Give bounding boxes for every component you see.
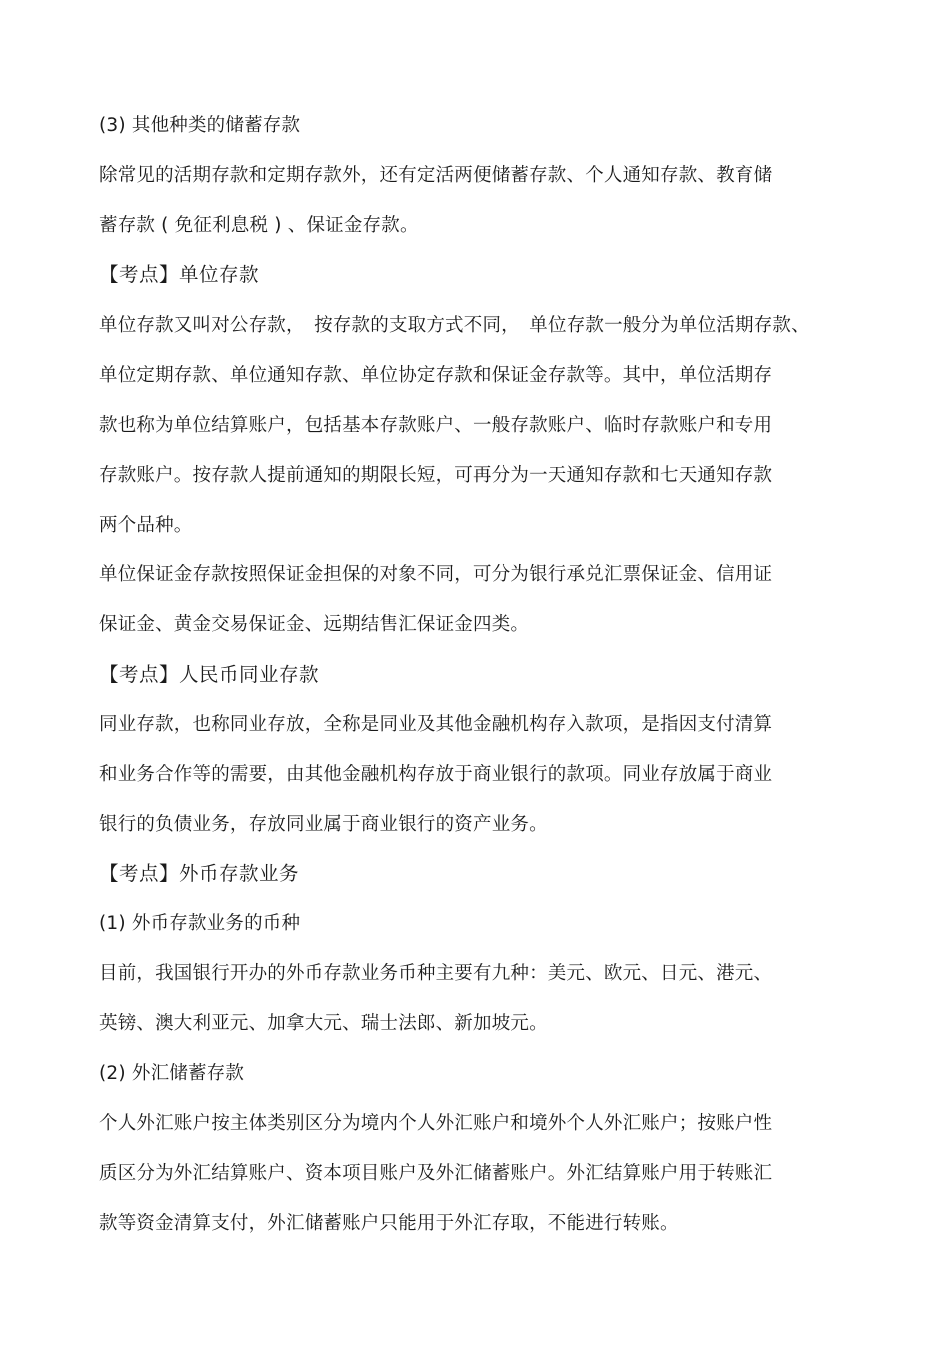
- subheading-fx-savings: (2) 外汇储蓄存款: [99, 1063, 245, 1084]
- paragraph-line: 英镑、澳大利亚元、加拿大元、瑞士法郎、新加坡元。: [99, 1013, 548, 1034]
- paragraph-line: 单位定期存款、单位通知存款、单位协定存款和保证金存款等。其中，单位活期存: [99, 365, 773, 386]
- paragraph-line: 蓄存款 ( 免征利息税 ) 、保证金存款。: [99, 215, 419, 236]
- paragraph-line: 质区分为外汇结算账户、资本项目账户及外汇储蓄账户。外汇结算账户用于转账汇: [99, 1163, 773, 1184]
- subheading-currencies: (1) 外币存款业务的币种: [99, 913, 301, 934]
- paragraph-line: 和业务合作等的需要，由其他金融机构存放于商业银行的款项。同业存放属于商业: [99, 764, 773, 785]
- subheading-other-savings: (3) 其他种类的储蓄存款: [99, 115, 301, 136]
- paragraph-line: 目前，我国银行开办的外币存款业务币种主要有九种：美元、欧元、日元、港元、: [99, 963, 773, 984]
- paragraph-line: 除常见的活期存款和定期存款外，还有定活两便储蓄存款、个人通知存款、教育储: [99, 165, 773, 186]
- heading-interbank-deposits: 【考点】人民币同业存款: [99, 663, 320, 686]
- paragraph-line: 两个品种。: [99, 515, 193, 536]
- paragraph-line: 款等资金清算支付，外汇储蓄账户只能用于外汇存取，不能进行转账。: [99, 1213, 679, 1234]
- paragraph-line: 银行的负债业务，存放同业属于商业银行的资产业务。: [99, 814, 548, 835]
- paragraph-line: 同业存款，也称同业存放，全称是同业及其他金融机构存入款项，是指因支付清算: [99, 714, 773, 735]
- paragraph-line: 存款账户。按存款人提前通知的期限长短，可再分为一天通知存款和七天通知存款: [99, 465, 773, 486]
- paragraph-line: 单位保证金存款按照保证金担保的对象不同，可分为银行承兑汇票保证金、信用证: [99, 564, 773, 585]
- paragraph-line: 个人外汇账户按主体类别区分为境内个人外汇账户和境外个人外汇账户；按账户性: [99, 1113, 773, 1134]
- heading-unit-deposits: 【考点】单位存款: [99, 263, 260, 286]
- heading-foreign-currency-deposits: 【考点】外币存款业务: [99, 862, 300, 885]
- paragraph-line: 单位存款又叫对公存款， 按存款的支取方式不同， 单位存款一般分为单位活期存款、: [99, 315, 810, 336]
- paragraph-line: 款也称为单位结算账户，包括基本存款账户、一般存款账户、临时存款账户和专用: [99, 415, 773, 436]
- paragraph-line: 保证金、黄金交易保证金、远期结售汇保证金四类。: [99, 614, 530, 635]
